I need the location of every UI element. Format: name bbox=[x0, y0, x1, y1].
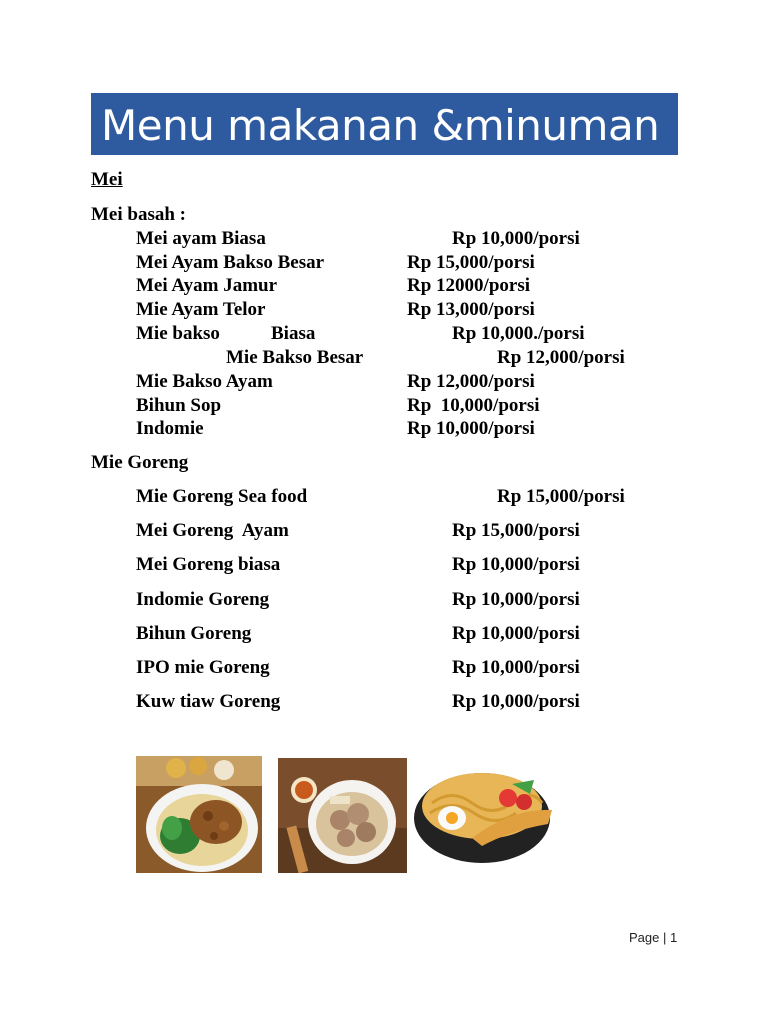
menu-item-name: Kuw tiaw Goreng bbox=[136, 691, 281, 712]
menu-item-name: Mie Bakso Besar bbox=[226, 347, 364, 368]
menu-item-price: Rp 10,000/porsi bbox=[452, 554, 580, 575]
mie-bakso-photo bbox=[278, 758, 407, 873]
menu-item-price: Rp 10,000/porsi bbox=[452, 589, 580, 610]
menu-item-name: Mei Ayam Bakso Besar bbox=[136, 252, 325, 273]
menu-item-name: Bihun Sop bbox=[136, 395, 222, 416]
menu-item-name: Indomie bbox=[136, 418, 204, 439]
menu-item-price: Rp 15,000/porsi bbox=[497, 486, 625, 507]
menu-item-name: Mei Goreng Ayam bbox=[136, 520, 289, 541]
menu-item-price: Rp 10,000/porsi bbox=[452, 691, 580, 712]
menu-item-price: Rp 15,000/porsi bbox=[407, 252, 535, 273]
menu-item-name: Bihun Goreng bbox=[136, 623, 252, 644]
menu-item-name: Indomie Goreng bbox=[136, 589, 270, 610]
menu-item-price: Rp 12,000/porsi bbox=[497, 347, 625, 368]
menu-item-price: Rp 10,000./porsi bbox=[452, 323, 585, 344]
menu-item-price: Rp 10,000/porsi bbox=[407, 395, 540, 416]
menu-item-name: Mie Bakso Ayam bbox=[136, 371, 273, 392]
menu-item-price: Rp 10,000/porsi bbox=[452, 228, 580, 249]
noodle-bowl-photo bbox=[412, 758, 554, 865]
menu-item-price: Rp 15,000/porsi bbox=[452, 520, 580, 541]
menu-item-price: Rp 10,000/porsi bbox=[452, 657, 580, 678]
page-number: Page | 1 bbox=[629, 930, 678, 945]
menu-item-name: Mie bakso bbox=[136, 323, 220, 344]
menu-item-name: IPO mie Goreng bbox=[136, 657, 270, 678]
menu-item-name: Mei Ayam Jamur bbox=[136, 275, 278, 296]
menu-item-price: Rp 12000/porsi bbox=[407, 275, 530, 296]
menu-item-name: Mei ayam Biasa bbox=[136, 228, 266, 249]
section-heading-mei-basah: Mei basah : bbox=[91, 204, 186, 225]
menu-item-name: Mei Goreng biasa bbox=[136, 554, 281, 575]
menu-item-name-suffix: Biasa bbox=[271, 323, 316, 344]
section-heading-mei: Mei bbox=[91, 169, 123, 190]
menu-item-price: Rp 10,000/porsi bbox=[452, 623, 580, 644]
menu-item-price: Rp 12,000/porsi bbox=[407, 371, 535, 392]
mie-ayam-photo bbox=[136, 756, 262, 873]
menu-item-name: Mie Goreng Sea food bbox=[136, 486, 308, 507]
menu-item-name: Mie Ayam Telor bbox=[136, 299, 266, 320]
section-heading-mie-goreng: Mie Goreng bbox=[91, 452, 189, 473]
menu-item-price: Rp 10,000/porsi bbox=[407, 418, 535, 439]
menu-item-price: Rp 13,000/porsi bbox=[407, 299, 535, 320]
page-title: Menu makanan &minuman bbox=[101, 101, 660, 150]
